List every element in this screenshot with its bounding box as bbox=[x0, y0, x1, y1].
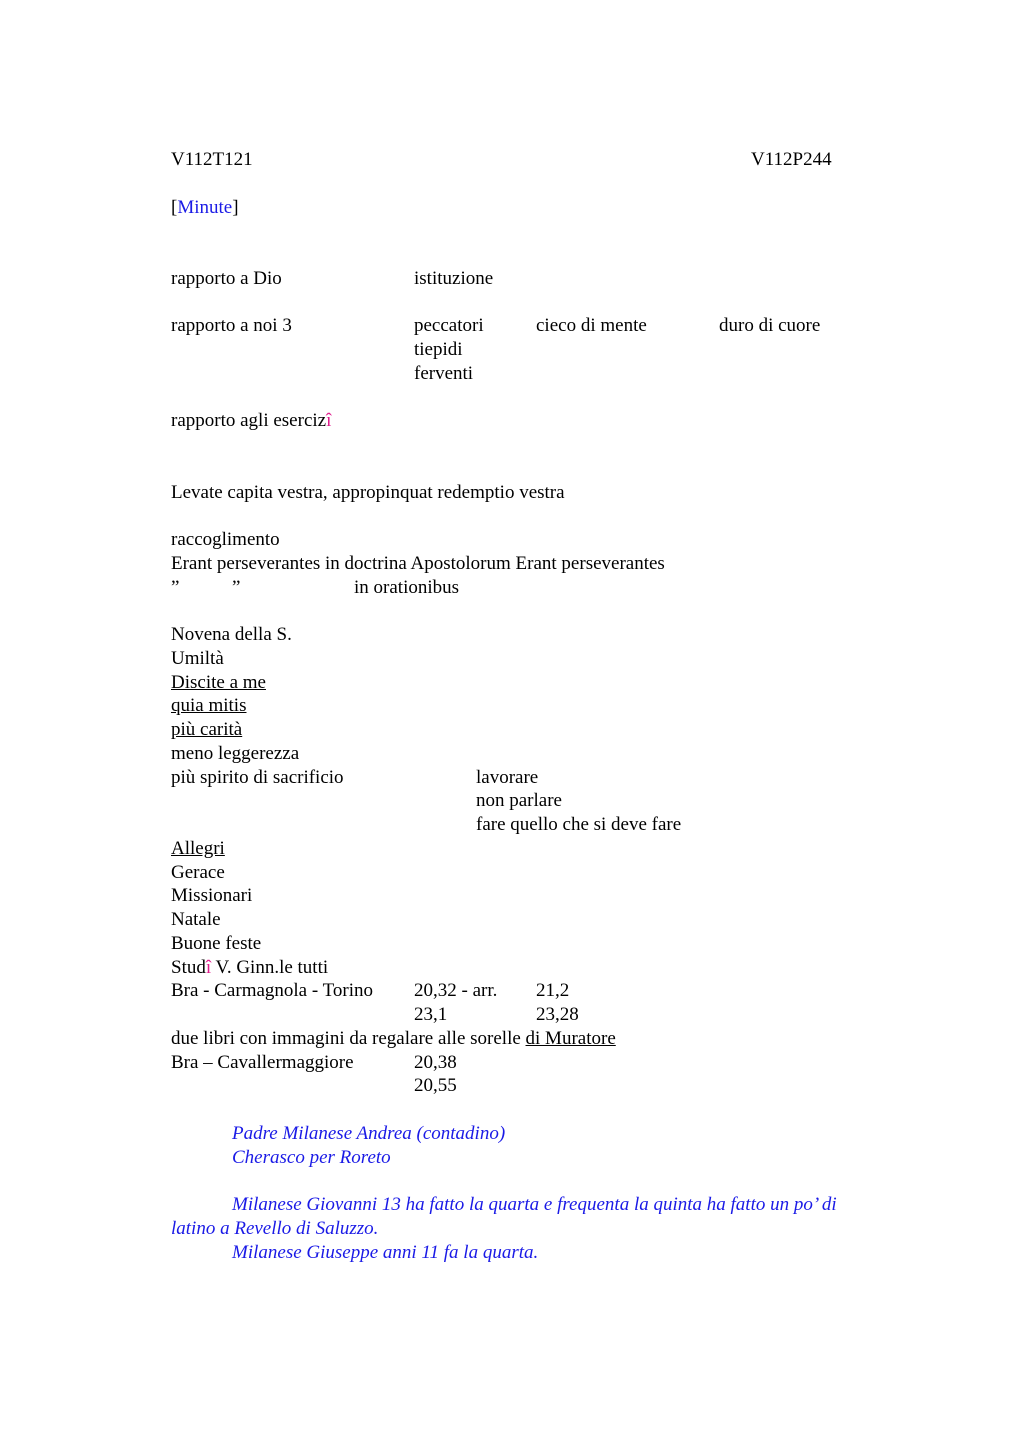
rapporto-noi-item: ferventi bbox=[414, 363, 474, 384]
rapporto-noi-item: peccatori bbox=[414, 315, 484, 336]
sacrificio-item: fare quello che si deve fare bbox=[476, 814, 682, 835]
orationibus-line: in orationibus bbox=[354, 577, 460, 598]
minute-label: Minute bbox=[177, 197, 233, 218]
levate-line: Levate capita vestra, appropinquat redemptio vestra bbox=[171, 482, 565, 503]
route1-time: 23,1 bbox=[414, 1004, 448, 1025]
raccoglimento-line: raccoglimento bbox=[171, 529, 280, 550]
novena-item: Umiltà bbox=[171, 648, 224, 669]
rapporto-dio-label: rapporto a Dio bbox=[171, 268, 282, 289]
note-line: latino a Revello di Saluzzo. bbox=[171, 1218, 379, 1239]
rapporto-noi-label: rapporto a noi 3 bbox=[171, 315, 292, 336]
erant-line: Erant perseverantes in doctrina Apostolorum Erant perseverantes bbox=[171, 553, 665, 574]
rapporto-noi-item: tiepidi bbox=[414, 339, 463, 360]
route1-time: 20,32 - arr. bbox=[414, 980, 498, 1001]
sacrificio-line: più spirito di sacrificio bbox=[171, 767, 344, 788]
minute-heading: [Minute] bbox=[171, 197, 239, 218]
rapporto-dio-value: istituzione bbox=[414, 268, 494, 289]
route1-label: Bra - Carmagnola - Torino bbox=[171, 980, 373, 1001]
misc-item: Gerace bbox=[171, 862, 225, 883]
note-line: Cherasco per Roreto bbox=[232, 1147, 391, 1168]
note-line: Milanese Giuseppe anni 11 fa la quarta. bbox=[232, 1242, 539, 1263]
misc-item: Natale bbox=[171, 909, 221, 930]
circumflex-mark: î bbox=[326, 410, 332, 431]
header-right-code: V112P244 bbox=[751, 149, 832, 170]
route1-time: 21,2 bbox=[536, 980, 570, 1001]
ditto-mark: ” bbox=[232, 577, 241, 598]
novena-underlined-item: quia mitis bbox=[171, 695, 247, 716]
header-left-code: V112T121 bbox=[171, 149, 253, 170]
libri-line: due libri con immagini da regalare alle sorelle di Muratore bbox=[171, 1028, 616, 1049]
sacrificio-item: non parlare bbox=[476, 790, 562, 811]
route2-label: Bra – Cavallermaggiore bbox=[171, 1052, 354, 1073]
rapporto-noi-col3: duro di cuore bbox=[719, 315, 821, 336]
rapporto-esercizi: rapporto agli esercizî bbox=[171, 410, 332, 431]
muratore-underlined: di Muratore bbox=[525, 1028, 616, 1049]
novena-item: Novena della S. bbox=[171, 624, 292, 645]
misc-item: Missionari bbox=[171, 885, 253, 906]
note-line: Padre Milanese Andrea (contadino) bbox=[232, 1123, 506, 1144]
novena-underlined-item: Discite a me bbox=[171, 672, 266, 693]
note-line: Milanese Giovanni 13 ha fatto la quarta e frequenta la quinta ha fatto un po’ di bbox=[232, 1194, 837, 1215]
route2-time: 20,38 bbox=[414, 1052, 457, 1073]
rapporto-noi-col2: cieco di mente bbox=[536, 315, 647, 336]
circumflex-mark: î bbox=[205, 957, 212, 978]
route1-time: 23,28 bbox=[536, 1004, 579, 1025]
allegri-line: Allegri bbox=[171, 838, 225, 859]
leggerezza-line: meno leggerezza bbox=[171, 743, 300, 764]
studi-line: Studî V. Ginn.le tutti bbox=[171, 957, 329, 978]
ditto-mark: ” bbox=[171, 577, 180, 598]
novena-underlined-item: più carità bbox=[171, 719, 243, 740]
sacrificio-item: lavorare bbox=[476, 767, 539, 788]
misc-item: Buone feste bbox=[171, 933, 262, 954]
route2-time: 20,55 bbox=[414, 1075, 457, 1096]
